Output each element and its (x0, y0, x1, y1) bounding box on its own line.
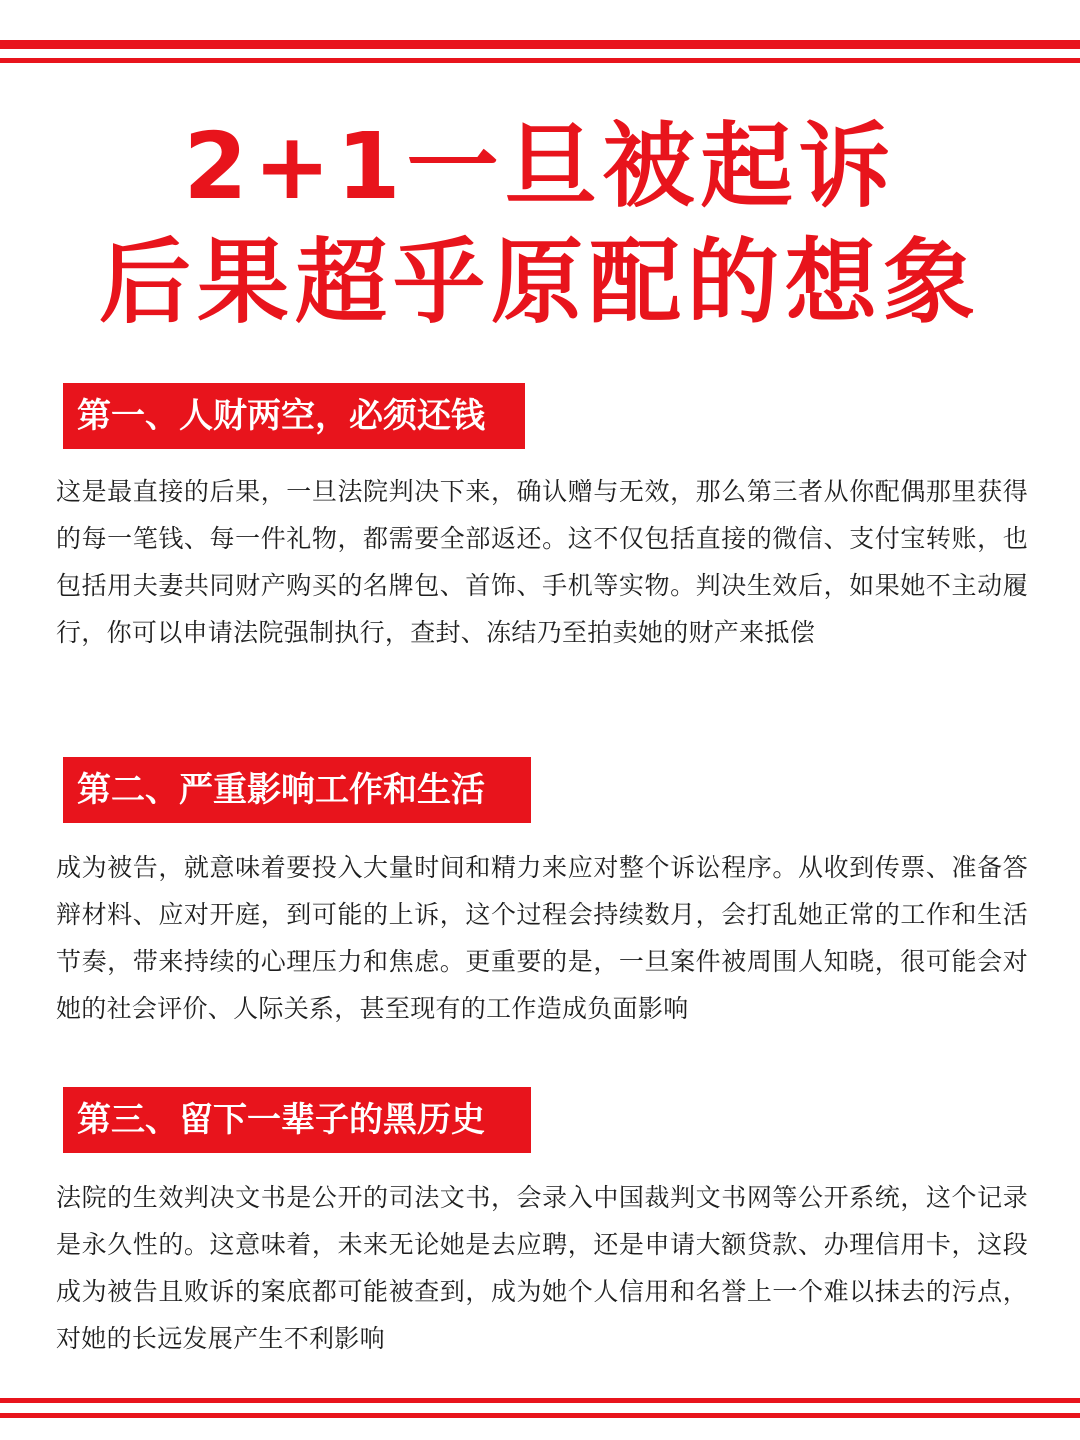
bottom-border-thick (0, 1398, 1080, 1403)
page-title-line-1: 2+1一旦被起诉 (183, 113, 897, 220)
section-1-heading: 第一、人财两空，必须还钱 (63, 383, 525, 449)
section-3-heading: 第三、留下一辈子的黑历史 (63, 1087, 531, 1153)
section-3-body: 法院的生效判决文书是公开的司法文书，会录入中国裁判文书网等公开系统，这个记录是永久性的。这意味着，未来无论她是去应聘，还是申请大额贷款、办理信用卡，这段成为被告且败诉的案底都可能被查到，成为她个人信用和名誉上一个难以抹去的污点，对她的长远发展产生不利影响 (56, 1183, 1028, 1353)
section-1-body: 这是最直接的后果，一旦法院判决下来，确认赠与无效，那么第三者从你配偶那里获得的每一笔钱、每一件礼物，都需要全部返还。这不仅包括直接的微信、支付宝转账，也包括用夫妻共同财产购买的名牌包、首饰、手机等实物。判决生效后，如果她不主动履行，你可以申请法院强制执行，查封、冻结乃至拍卖她的财产来抵偿 (56, 477, 1028, 647)
section-2-body: 成为被告，就意味着要投入大量时间和精力来应对整个诉讼程序。从收到传票、准备答辩材料、应对开庭，到可能的上诉，这个过程会持续数月，会打乱她正常的工作和生活节奏，带来持续的心理压力和焦虑。更重要的是，一旦案件被周围人知晓，很可能会对她的社会评价、人际关系，甚至现有的工作造成负面影响 (56, 853, 1028, 1023)
page-title-line-2: 后果超乎原配的想象 (98, 229, 981, 336)
top-border-thick (0, 40, 1080, 49)
section-2-heading: 第二、严重影响工作和生活 (63, 757, 531, 823)
bottom-border-thin (0, 1413, 1080, 1418)
top-border-thin (0, 58, 1080, 63)
